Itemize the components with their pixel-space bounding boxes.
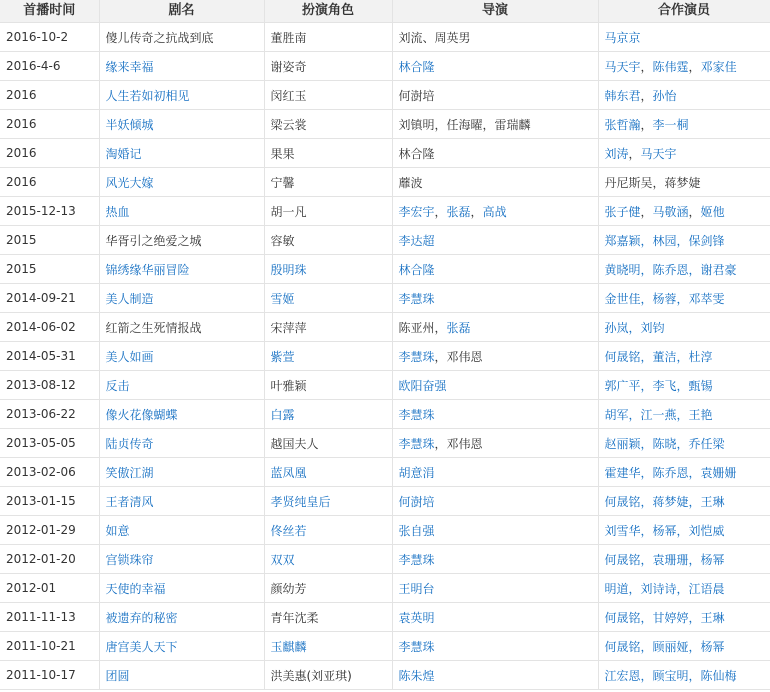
director-link[interactable]: 林合隆 [398,59,435,74]
director-text: 刘镇明，任海曜，雷瑞麟 [398,117,531,132]
role-text: 宋萍萍 [270,320,307,335]
director-link[interactable]: 张磊 [446,204,471,219]
costar-link[interactable]: 邓家佳 [700,59,737,74]
air-date-cell: 2014-09-21 [0,284,99,313]
air-date-cell: 2016-4-6 [0,52,99,81]
air-date-cell: 2012-01-29 [0,516,99,545]
title-cell [99,661,264,690]
title-cell [99,487,264,516]
director-cell [392,342,598,371]
table-header [0,0,770,23]
title-link[interactable]: 宫锁珠帘 [105,552,154,567]
director-cell [392,168,598,197]
director-link[interactable]: 李慧珠 [398,407,435,422]
director-cell [392,139,598,168]
costar-link[interactable]: 马天宇 [640,146,677,161]
air-date-cell: 2013-05-05 [0,429,99,458]
director-link[interactable]: 欧阳奋强 [398,378,447,393]
role-cell [264,110,392,139]
role-cell [264,168,392,197]
role-link[interactable]: 殷明珠 [270,262,307,277]
role-text: 果果 [270,146,295,161]
air-date-cell: 2014-06-02 [0,313,99,342]
costar-text: ， [640,117,653,132]
costar-link[interactable]: 赵丽颖，陈晓，乔任梁 [604,436,725,451]
role-cell [264,139,392,168]
role-cell [264,661,392,690]
director-text: ，邓伟恩 [434,349,483,364]
director-text: 刘流、周英男 [398,30,471,45]
director-link[interactable]: 李达超 [398,233,435,248]
title-link[interactable]: 笑傲江湖 [105,465,154,480]
title-link[interactable]: 团圆 [105,668,130,683]
costars-cell [598,661,770,690]
director-link[interactable]: 李慧珠 [398,349,435,364]
title-cell [99,400,264,429]
title-link[interactable]: 被遗弃的秘密 [105,610,178,625]
costars-cell [598,255,770,284]
table-row [0,81,770,110]
costar-text: ， [640,88,653,103]
costar-text: ， [640,59,653,74]
title-cell [99,226,264,255]
table-row [0,139,770,168]
role-link[interactable]: 佟丝若 [270,523,307,538]
air-date-cell: 2014-05-31 [0,342,99,371]
director-link[interactable]: 陈朱煌 [398,668,435,683]
costar-link[interactable]: 黄晓明，陈乔恩，谢君豪 [604,262,737,277]
title-cell [99,371,264,400]
costar-link[interactable]: 张哲瀚 [604,117,641,132]
air-date-cell: 2015 [0,226,99,255]
director-cell [392,603,598,632]
costar-text: 丹尼斯吴，蒋梦婕 [604,175,701,190]
costars-cell [598,226,770,255]
air-date-cell: 2016 [0,81,99,110]
costars-cell [598,487,770,516]
role-text: 颜幼芳 [270,581,307,596]
costar-link[interactable]: 霍建华，陈乔恩，袁姗姗 [604,465,737,480]
table-row [0,255,770,284]
title-cell [99,632,264,661]
column-header-air-date: 首播时间 [0,0,99,23]
role-text: 闵红玉 [270,88,307,103]
role-cell [264,255,392,284]
title-link[interactable]: 人生若如初相见 [105,88,190,103]
table-row [0,516,770,545]
role-link[interactable]: 孝贤纯皇后 [270,494,331,509]
role-cell [264,458,392,487]
costar-link[interactable]: 姬他 [700,204,725,219]
costar-link[interactable]: 郭广平，李飞，甄锡 [604,378,713,393]
column-header-director: 导演 [392,0,598,23]
title-link[interactable]: 如意 [105,523,130,538]
director-link[interactable]: 林合隆 [398,262,435,277]
table-row [0,545,770,574]
role-text: 董胜南 [270,30,307,45]
title-cell [99,255,264,284]
costars-cell [598,458,770,487]
title-cell [99,168,264,197]
director-text: ， [434,204,447,219]
table-row [0,168,770,197]
role-cell [264,284,392,313]
table-row [0,603,770,632]
air-date-cell: 2016 [0,168,99,197]
column-header-role: 扮演角色 [264,0,392,23]
costar-link[interactable]: 何晟铭，袁珊珊，杨幂 [604,552,725,567]
title-cell [99,284,264,313]
role-text: 叶雅颖 [270,378,307,393]
costar-link[interactable]: 江宏恩，顾宝明，陈仙梅 [604,668,737,683]
role-link[interactable]: 白露 [270,407,295,422]
director-cell [392,226,598,255]
role-cell [264,516,392,545]
director-text: 陈亚州， [398,320,447,335]
title-link[interactable]: 唐宫美人天下 [105,639,178,654]
table-row [0,371,770,400]
director-text: 何澍培 [398,88,435,103]
costars-cell [598,284,770,313]
title-link[interactable]: 缘来幸福 [105,59,154,74]
costars-cell [598,545,770,574]
director-text: 蘼波 [398,175,423,190]
costar-link[interactable]: 胡军，江一燕，王艳 [604,407,713,422]
title-text: 红箭之生死情报战 [105,320,202,335]
role-cell [264,226,392,255]
director-cell [392,52,598,81]
costar-link[interactable]: 何晟铭，甘婷婷，王琳 [604,610,725,625]
table-row [0,429,770,458]
role-cell [264,81,392,110]
role-link[interactable]: 雪姬 [270,291,295,306]
costar-link[interactable]: 刘涛 [604,146,629,161]
director-link[interactable]: 李慧珠 [398,639,435,654]
title-cell [99,197,264,226]
director-cell [392,661,598,690]
air-date-cell: 2016 [0,110,99,139]
role-text: 谢姿奇 [270,59,307,74]
table-row [0,226,770,255]
costars-cell [598,342,770,371]
costar-link[interactable]: 韩东君 [604,88,641,103]
title-cell [99,516,264,545]
director-cell [392,516,598,545]
costar-link[interactable]: 金世佳，杨蓉，邓萃雯 [604,291,725,306]
title-cell [99,52,264,81]
director-cell [392,487,598,516]
title-link[interactable]: 风光大嫁 [105,175,154,190]
costar-link[interactable]: 马敬涵 [652,204,689,219]
costar-link[interactable]: 何晟铭，顾丽娅，杨幂 [604,639,725,654]
table-row [0,52,770,81]
director-cell [392,284,598,313]
table-row [0,342,770,371]
title-cell [99,458,264,487]
costars-cell [598,110,770,139]
director-text: ， [470,204,483,219]
director-link[interactable]: 袁英明 [398,610,435,625]
director-link[interactable]: 李慧珠 [398,436,435,451]
role-text: 宁馨 [270,175,295,190]
costars-cell [598,313,770,342]
column-header-costars: 合作演员 [598,0,770,23]
costar-link[interactable]: 马京京 [604,30,641,45]
costars-cell [598,371,770,400]
title-cell [99,313,264,342]
director-cell [392,197,598,226]
title-cell [99,23,264,52]
costars-cell [598,603,770,632]
costar-text: ， [640,204,653,219]
role-link[interactable]: 蓝凤凰 [270,465,307,480]
director-link[interactable]: 王明台 [398,581,435,596]
costars-cell [598,139,770,168]
director-link[interactable]: 李慧珠 [398,552,435,567]
air-date-cell: 2011-10-21 [0,632,99,661]
air-date-cell: 2015-12-13 [0,197,99,226]
role-cell [264,313,392,342]
costar-link[interactable]: 陈伟霆 [652,59,689,74]
table-row [0,23,770,52]
costar-link[interactable]: 何晟铭，蒋梦婕，王琳 [604,494,725,509]
role-text: 越国夫人 [270,436,319,451]
director-cell [392,458,598,487]
title-cell [99,110,264,139]
director-link[interactable]: 何澍培 [398,494,435,509]
costar-text: ， [688,204,701,219]
table-row [0,400,770,429]
costar-link[interactable]: 张子健 [604,204,641,219]
title-link[interactable]: 王者清风 [105,494,154,509]
costar-link[interactable]: 刘雪华，杨幂，刘恺威 [604,523,725,538]
air-date-cell: 2013-06-22 [0,400,99,429]
table-row [0,632,770,661]
costars-cell [598,197,770,226]
costar-link[interactable]: 郑嘉颖，林园，保剑锋 [604,233,725,248]
director-text: ，邓伟恩 [434,436,483,451]
header-row [0,0,770,23]
air-date-cell: 2012-01 [0,574,99,603]
table-row [0,284,770,313]
costars-cell [598,23,770,52]
costar-link[interactable]: 马天宇 [604,59,641,74]
costar-link[interactable]: 明道，刘诗诗，江语晨 [604,581,725,596]
costar-link[interactable]: 何晟铭，董洁，杜淳 [604,349,713,364]
costars-cell [598,81,770,110]
air-date-cell: 2011-10-17 [0,661,99,690]
air-date-cell: 2012-01-20 [0,545,99,574]
role-cell [264,632,392,661]
table-row [0,574,770,603]
director-cell [392,429,598,458]
director-cell [392,81,598,110]
costar-link[interactable]: 李一桐 [652,117,689,132]
air-date-cell: 2013-08-12 [0,371,99,400]
director-cell [392,110,598,139]
director-cell [392,574,598,603]
table-row [0,487,770,516]
role-cell [264,52,392,81]
director-link[interactable]: 张自强 [398,523,435,538]
title-cell [99,342,264,371]
role-cell [264,342,392,371]
title-text: 华胥引之绝爱之城 [105,233,202,248]
role-text: 胡一凡 [270,204,307,219]
table-row [0,110,770,139]
costar-text: ， [688,59,701,74]
director-cell [392,23,598,52]
title-link[interactable]: 半妖倾城 [105,117,154,132]
role-text: 容敏 [270,233,295,248]
table-row [0,458,770,487]
costars-cell [598,400,770,429]
air-date-cell: 2015 [0,255,99,284]
costars-cell [598,516,770,545]
title-link[interactable]: 锦绣缘华丽冒险 [105,262,190,277]
role-cell [264,23,392,52]
costars-cell [598,168,770,197]
role-link[interactable]: 玉麒麟 [270,639,307,654]
air-date-cell: 2013-01-15 [0,487,99,516]
title-cell [99,81,264,110]
director-cell [392,632,598,661]
title-link[interactable]: 陆贞传奇 [105,436,154,451]
table-row [0,661,770,690]
director-link[interactable]: 胡意涓 [398,465,435,480]
role-link[interactable]: 双双 [270,552,295,567]
title-link[interactable]: 淘婚记 [105,146,142,161]
role-text: 洪美惠(刘亚琪) [270,668,352,683]
director-cell [392,255,598,284]
role-cell [264,429,392,458]
role-cell [264,545,392,574]
column-header-title: 剧名 [99,0,264,23]
air-date-cell: 2011-11-13 [0,603,99,632]
director-text: 林合隆 [398,146,435,161]
table-row [0,197,770,226]
title-text: 傻儿传奇之抗战到底 [105,30,214,45]
title-link[interactable]: 美人制造 [105,291,154,306]
title-link[interactable]: 反击 [105,378,130,393]
director-cell [392,400,598,429]
role-cell [264,197,392,226]
costars-cell [598,52,770,81]
role-cell [264,371,392,400]
director-cell [392,371,598,400]
title-link[interactable]: 像火花像蝴蝶 [105,407,178,422]
director-cell [392,313,598,342]
role-cell [264,487,392,516]
title-cell [99,603,264,632]
title-cell [99,429,264,458]
director-link[interactable]: 张磊 [446,320,471,335]
title-link[interactable]: 天使的幸福 [105,581,166,596]
air-date-cell: 2016-10-2 [0,23,99,52]
table-row [0,313,770,342]
role-text: 青年沈柔 [270,610,319,625]
role-cell [264,574,392,603]
director-link[interactable]: 高战 [482,204,507,219]
role-cell [264,603,392,632]
costar-link[interactable]: 孙怡 [652,88,677,103]
air-date-cell: 2016 [0,139,99,168]
table-body [0,23,770,690]
air-date-cell: 2013-02-06 [0,458,99,487]
director-link[interactable]: 李慧珠 [398,291,435,306]
role-text: 梁云裳 [270,117,307,132]
costars-cell [598,632,770,661]
title-link[interactable]: 热血 [105,204,130,219]
title-cell [99,139,264,168]
director-link[interactable]: 李宏宇 [398,204,435,219]
role-cell [264,400,392,429]
title-cell [99,545,264,574]
role-link[interactable]: 紫萱 [270,349,295,364]
director-cell [392,545,598,574]
costars-cell [598,574,770,603]
costars-cell [598,429,770,458]
costar-text: ， [628,146,641,161]
title-link[interactable]: 美人如画 [105,349,154,364]
costar-link[interactable]: 孙岚，刘钧 [604,320,665,335]
title-cell [99,574,264,603]
